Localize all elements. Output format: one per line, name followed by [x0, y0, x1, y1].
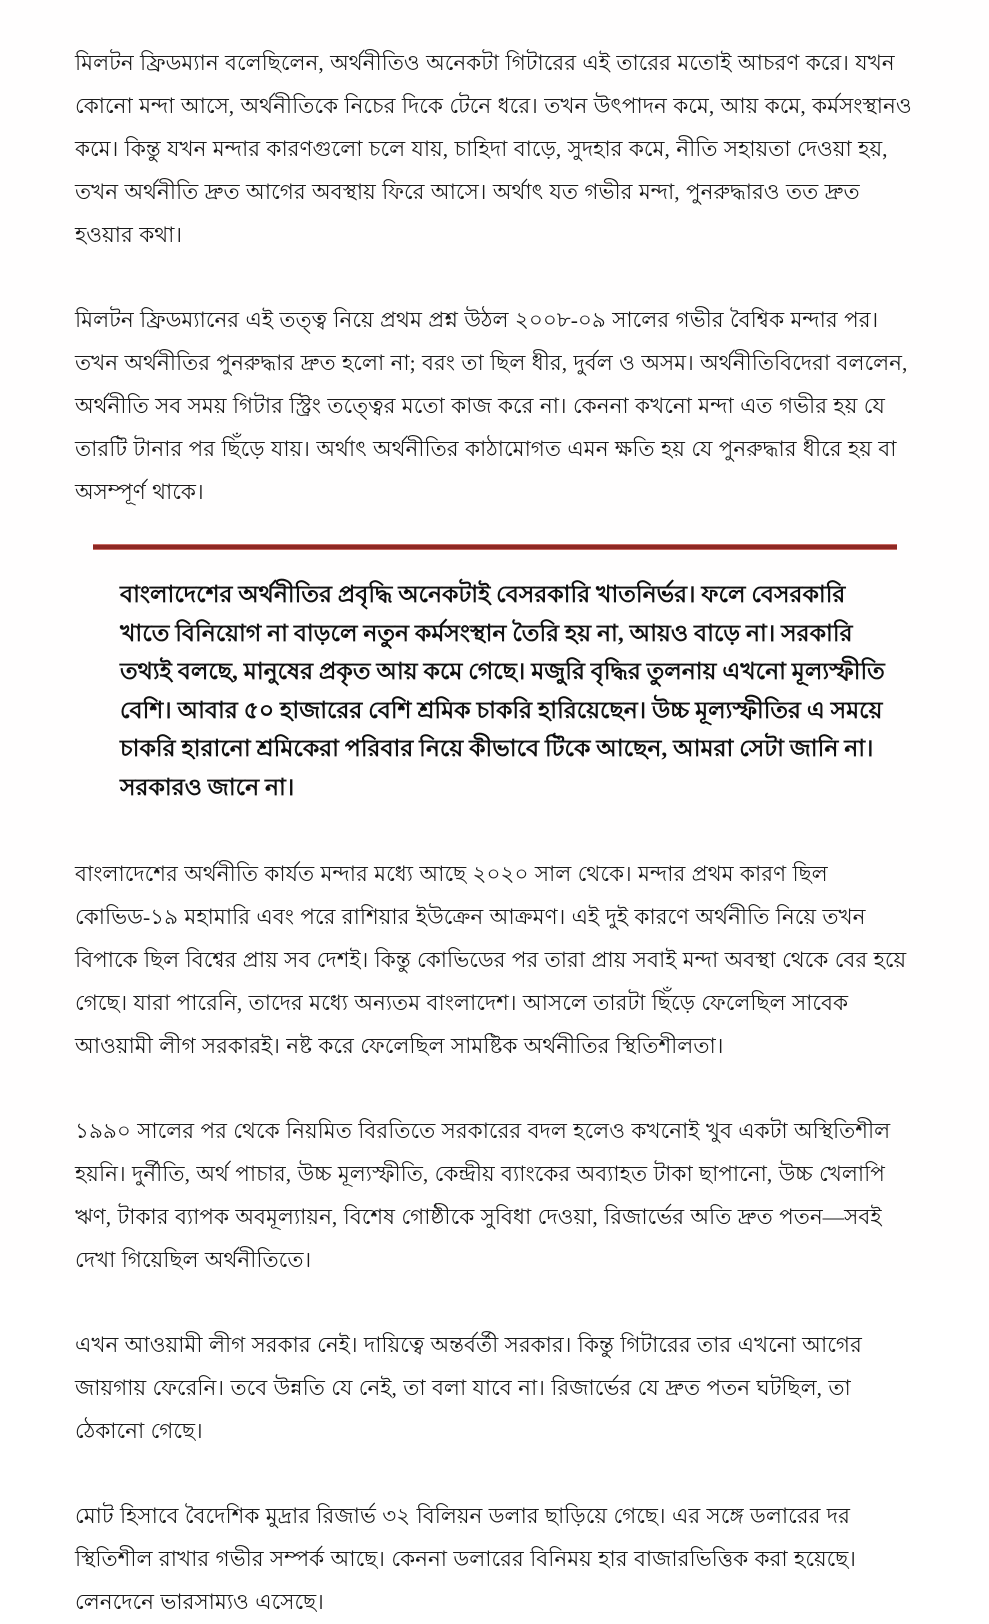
- article-paragraph: মিলটন ফ্রিডম্যান বলেছিলেন, অর্থনীতিও অনেকটা গিটারের এই তারের মতোই আচরণ করে। যখন কোনো মন্দা আসে, অর্থনীতিকে নিচের দিকে টেনে ধরে। তখন উৎপাদন কমে, আয় কমে, কর্মসংস্থানও কমে। কিন্তু যখন মন্দার কারণগুলো চলে যায়, চাহিদা বাড়ে, সুদহার কমে, নীতি সহায়তা দেওয়া হয়, তখন অর্থনীতি দ্রুত আগের অবস্থায় ফিরে আসে। অর্থাৎ যত গভীর মন্দা, পুনরুদ্ধারও তত দ্রুত হওয়ার কথা।: [75, 51, 912, 247]
- article-paragraph: এখন আওয়ামী লীগ সরকার নেই। দায়িত্বে অন্তর্বর্তী সরকার। কিন্তু গিটারের তার এখনো আগের জায়গায় ফেরেনি। তবে উন্নতি যে নেই, তা বলা যাবে না। রিজার্ভের যে দ্রুত পতন ঘটছিল, তা ঠেকানো গেছে।: [75, 1333, 862, 1443]
- pull-quote-rule: [93, 544, 897, 550]
- pull-quote-block: [93, 544, 897, 807]
- article-paragraph: মিলটন ফ্রিডম্যানের এই তত্ত্ব নিয়ে প্রথম প্রশ্ন উঠল ২০০৮-০৯ সালের গভীর বৈশ্বিক মন্দার পর। তখন অর্থনীতির পুনরুদ্ধার দ্রুত হলো না; বরং তা ছিল ধীর, দুর্বল ও অসম। অর্থনীতিবিদেরা বললেন, অর্থনীতি সব সময় গিটার স্ট্রিং তত্ত্বের মতো কাজ করে না। কেননা কখনো মন্দা এত গভীর হয় যে তারটি টানার পর ছিঁড়ে যায়। অর্থাৎ অর্থনীতির কাঠামোগত এমন ক্ষতি হয় যে পুনরুদ্ধার ধীরে হয় বা অসম্পূর্ণ থাকে।: [75, 308, 908, 504]
- article-paragraph: মোট হিসাবে বৈদেশিক মুদ্রার রিজার্ভ ৩২ বিলিয়ন ডলার ছাড়িয়ে গেছে। এর সঙ্গে ডলারের দর স্থিতিশীল রাখার গভীর সম্পর্ক আছে। কেননা ডলারের বিনিময় হার বাজারভিত্তিক করা হয়েছে। লেনদেনে ভারসাম্যও এসেছে।: [75, 1504, 856, 1614]
- article-paragraph: ১৯৯০ সালের পর থেকে নিয়মিত বিরতিতে সরকারের বদল হলেও কখনোই খুব একটা অস্থিতিশীল হয়নি। দুর্নীতি, অর্থ পাচার, উচ্চ মূল্যস্ফীতি, কেন্দ্রীয় ব্যাংকের অব্যাহত টাকা ছাপানো, উচ্চ খেলাপি ঋণ, টাকার ব্যাপক অবমূল্যায়ন, বিশেষ গোষ্ঠীকে সুবিধা দেওয়া, রিজার্ভের অতি দ্রুত পতন—সবই দেখা গিয়েছিল অর্থনীতিতে।: [75, 1119, 891, 1272]
- article-paragraph: বাংলাদেশের অর্থনীতি কার্যত মন্দার মধ্যে আছে ২০২০ সাল থেকে। মন্দার প্রথম কারণ ছিল কোভিড-১৯ মহামারি এবং পরে রাশিয়ার ইউক্রেন আক্রমণ। এই দুই কারণে অর্থনীতি নিয়ে তখন বিপাকে ছিল বিশ্বের প্রায় সব দেশই। কিন্তু কোভিডের পর তারা প্রায় সবাই মন্দা অবস্থা থেকে বের হয়ে গেছে। যারা পারেনি, তাদের মধ্যে অন্যতম বাংলাদেশ। আসলে তারটা ছিঁড়ে ফেলেছিল সাবেক আওয়ামী লীগ সরকারই। নষ্ট করে ফেলেছিল সামষ্টিক অর্থনীতির স্থিতিশীলতা।: [75, 862, 907, 1058]
- pull-quote-text: বাংলাদেশের অর্থনীতির প্রবৃদ্ধি অনেকটাই বেসরকারি খাতনির্ভর। ফলে বেসরকারি খাতে বিনিয়োগ না বাড়লে নতুন কর্মসংস্থান তৈরি হয় না, আয়ও বাড়ে না। সরকারি তথ্যই বলছে, মানুষের প্রকৃত আয় কমে গেছে। মজুরি বৃদ্ধির তুলনায় এখনো মূল্যস্ফীতি বেশি। আবার ৫০ হাজারের বেশি শ্রমিক চাকরি হারিয়েছেন। উচ্চ মূল্যস্ফীতির এ সময়ে চাকরি হারানো শ্রমিকেরা পরিবার নিয়ে কীভাবে টিকে আছেন, আমরা সেটা জানি না। সরকারও জানে না।: [120, 582, 885, 801]
